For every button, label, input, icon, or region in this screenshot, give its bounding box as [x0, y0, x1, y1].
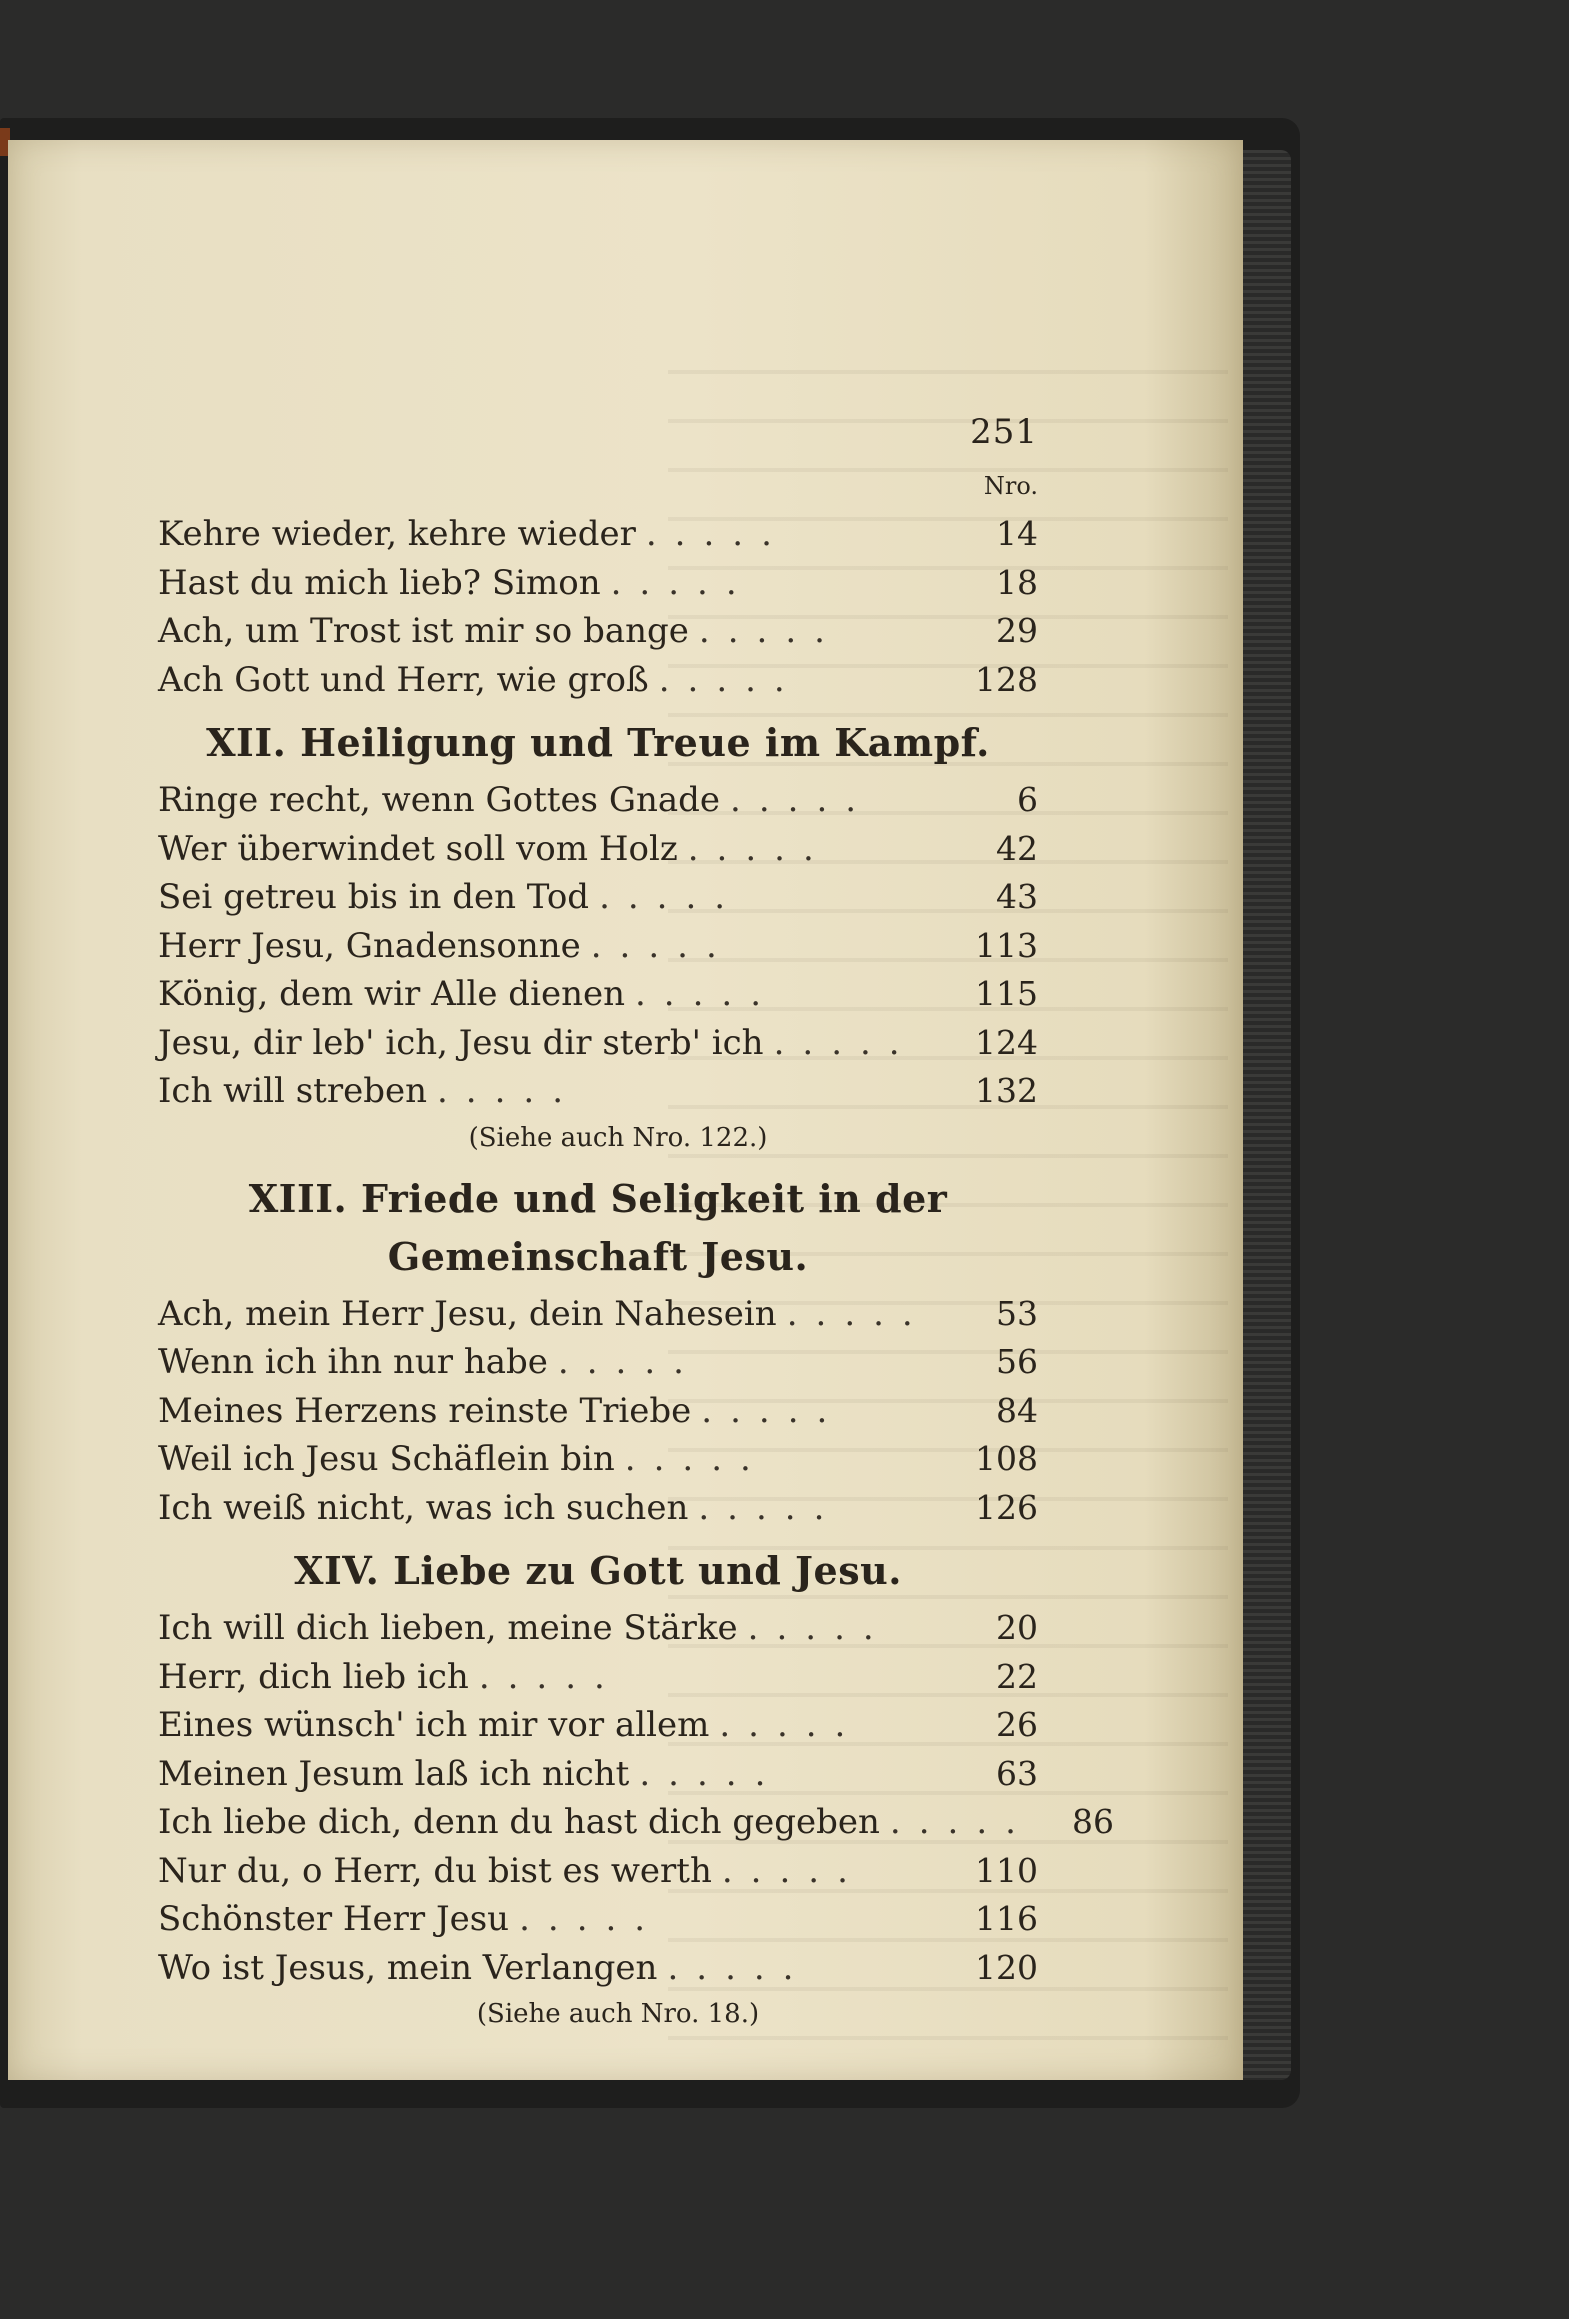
entry-number: 86 — [1071, 1802, 1114, 1841]
list-item: Wer überwindet soll vom Holz ..... 42 — [158, 825, 1038, 874]
list-item: Ich will streben ..... 132 — [158, 1067, 1038, 1116]
entry-number: 132 — [975, 1071, 1038, 1110]
entry-title: Herr, dich lieb ich — [158, 1656, 469, 1697]
list-item: Herr, dich lieb ich ..... 22 — [158, 1653, 1038, 1702]
entry-title: Wenn ich ihn nur habe — [158, 1342, 548, 1382]
see-also-note: (Siehe auch Nro. 122.) — [468, 1122, 768, 1153]
entry-title: Meines Herzens reinste Triebe — [158, 1390, 692, 1431]
entry-title: Weil ich Jesu Schäflein bin — [158, 1439, 615, 1479]
list-item: Kehre wieder, kehre wieder ..... 14 — [158, 510, 1038, 559]
entry-title: Ich liebe dich, denn du hast dich gegeben — [158, 1802, 880, 1842]
entry-title: Hast du mich lieb? Simon — [158, 562, 601, 603]
list-item: Ich weiß nicht, was ich suchen ..... 126 — [158, 1484, 1038, 1533]
entry-title: Schönster Herr Jesu — [158, 1899, 510, 1939]
entry-number: 6 — [1017, 780, 1038, 819]
entry-number: 120 — [975, 1947, 1038, 1987]
entry-number: 113 — [975, 925, 1038, 965]
nro-column-label: Nro. — [983, 472, 1038, 500]
entry-title: Ach, mein Herr Jesu, dein Nahesein — [158, 1293, 777, 1334]
entry-number: 63 — [996, 1753, 1038, 1793]
entry-title: Ich weiß nicht, was ich suchen — [158, 1487, 689, 1528]
entry-title: Sei getreu bis in den Tod — [158, 877, 590, 917]
list-item: Jesu, dir leb' ich, Jesu dir sterb' ich ..... 124 — [158, 1019, 1038, 1068]
list-item: Meinen Jesum laß ich nicht ..... 63 — [158, 1750, 1038, 1799]
entry-number: 18 — [996, 562, 1038, 602]
list-item: Wenn ich ihn nur habe ..... 56 — [158, 1338, 1038, 1387]
list-item: Weil ich Jesu Schäflein bin ..... 108 — [158, 1435, 1038, 1484]
entry-title: Eines wünsch' ich mir vor allem — [158, 1705, 710, 1745]
section-heading: XII. Heiligung und Treue im Kampf. — [206, 720, 990, 765]
list-item: Sei getreu bis in den Tod ..... 43 — [158, 873, 1038, 922]
entry-number: 108 — [975, 1439, 1038, 1478]
see-also-note: (Siehe auch Nro. 18.) — [476, 1999, 760, 2029]
entry-number: 53 — [996, 1293, 1038, 1333]
list-item: Meines Herzens reinste Triebe ..... 84 — [158, 1387, 1038, 1436]
entry-number: 110 — [975, 1850, 1038, 1890]
list-item: Hast du mich lieb? Simon ..... 18 — [158, 559, 1038, 608]
entry-number: 26 — [996, 1705, 1038, 1744]
section-heading: XIV. Liebe zu Gott und Jesu. — [294, 1548, 902, 1593]
entry-number: 14 — [996, 514, 1038, 553]
entry-number: 22 — [996, 1656, 1038, 1696]
list-item: König, dem wir Alle dienen ..... 115 — [158, 970, 1038, 1019]
entry-number: 42 — [996, 828, 1038, 868]
book-page — [8, 140, 1243, 2080]
entry-title: Jesu, dir leb' ich, Jesu dir sterb' ich — [158, 1022, 764, 1063]
entry-number: 126 — [975, 1487, 1038, 1527]
entry-number: 43 — [996, 877, 1038, 916]
entry-title: Wo ist Jesus, mein Verlangen — [158, 1947, 658, 1988]
list-item: Ich will dich lieben, meine Stärke ..... 20 — [158, 1604, 1038, 1653]
entry-number: 128 — [975, 659, 1038, 699]
entry-number: 29 — [996, 611, 1038, 650]
entry-number: 56 — [996, 1342, 1038, 1381]
entry-title: Nur du, o Herr, du bist es werth — [158, 1850, 712, 1891]
entry-number: 115 — [975, 974, 1038, 1013]
entry-title: Herr Jesu, Gnadensonne — [158, 925, 581, 966]
list-item: Ach, mein Herr Jesu, dein Nahesein ..... 53 — [158, 1290, 1038, 1339]
section-heading: XIII. Friede und Seligkeit in der — [248, 1175, 948, 1221]
list-item: Ringe recht, wenn Gottes Gnade ..... 6 — [158, 776, 1038, 825]
list-item: Herr Jesu, Gnadensonne ..... 113 — [158, 922, 1038, 971]
entry-title: Ach Gott und Herr, wie groß — [158, 659, 649, 700]
list-item: Schönster Herr Jesu ..... 116 — [158, 1895, 1038, 1944]
entry-title: Ich will dich lieben, meine Stärke — [158, 1608, 738, 1648]
entry-title: Kehre wieder, kehre wieder — [158, 514, 636, 554]
entry-title: Meinen Jesum laß ich nicht — [158, 1753, 630, 1794]
entry-number: 20 — [996, 1608, 1038, 1647]
hymn-index — [158, 510, 1114, 2036]
entry-title: König, dem wir Alle dienen — [158, 974, 625, 1014]
list-item: Wo ist Jesus, mein Verlangen ..... 120 — [158, 1944, 1038, 1993]
list-item: Ich liebe dich, denn du hast dich gegeben ..... 86 — [158, 1798, 1038, 1847]
list-item: Nur du, o Herr, du bist es werth ..... 110 — [158, 1847, 1038, 1896]
entry-title: Ach, um Trost ist mir so bange — [158, 611, 689, 651]
entry-title: Wer überwindet soll vom Holz — [158, 828, 678, 869]
entry-number: 124 — [975, 1022, 1038, 1062]
list-item: Eines wünsch' ich mir vor allem ..... 26 — [158, 1701, 1038, 1750]
list-item: Ach Gott und Herr, wie groß ..... 128 — [158, 656, 1038, 705]
entry-title: Ich will streben — [158, 1071, 427, 1111]
book-cover-edge — [1236, 150, 1291, 2080]
entry-number: 116 — [975, 1899, 1038, 1938]
section-heading-continued: Gemeinschaft Jesu. — [387, 1233, 809, 1279]
list-item: Ach, um Trost ist mir so bange ..... 29 — [158, 607, 1038, 656]
entry-title: Ringe recht, wenn Gottes Gnade — [158, 780, 721, 820]
page-number: 251 — [970, 412, 1038, 452]
entry-number: 84 — [996, 1390, 1038, 1430]
